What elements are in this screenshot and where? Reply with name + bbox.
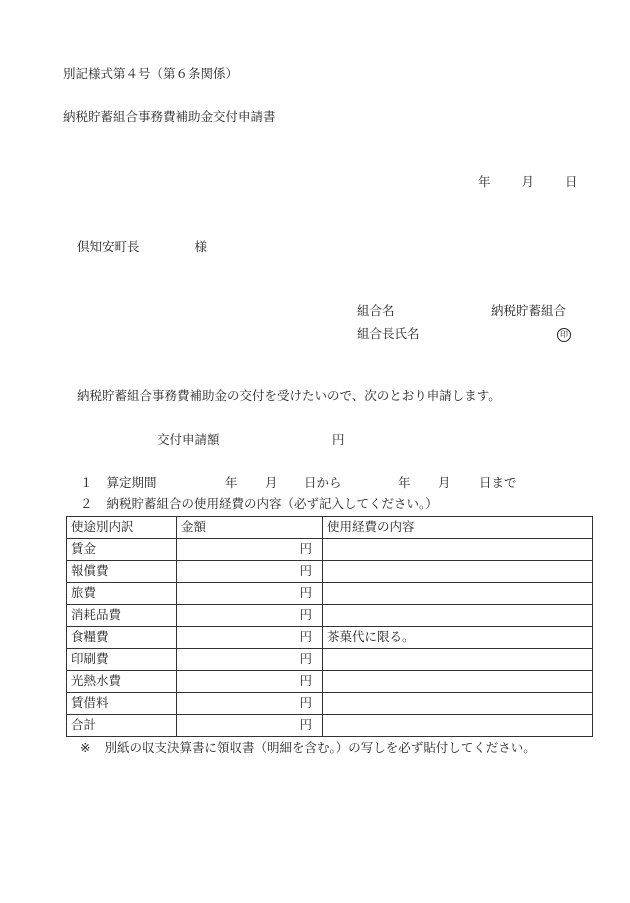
table-header-row <box>67 517 593 539</box>
period-label: 算定期間 <box>106 475 157 490</box>
table-row <box>67 627 593 649</box>
row-content <box>323 539 593 561</box>
table-row <box>67 649 593 671</box>
table-row <box>67 561 593 583</box>
form-id: 別記様式第４号（第６条関係） <box>63 66 239 81</box>
row-category: 光熱水費 <box>67 671 177 693</box>
row-content <box>323 715 593 737</box>
table-row <box>67 539 593 561</box>
date-month: 月 <box>521 174 535 189</box>
row-content <box>323 583 593 605</box>
header-content: 使用経費の内容 <box>323 517 593 539</box>
addressee <box>77 241 207 254</box>
row-content <box>323 649 593 671</box>
expense-heading <box>80 498 438 511</box>
expense-table-body <box>67 517 593 737</box>
table-row <box>67 583 593 605</box>
footnote-mark: ※ <box>80 740 91 755</box>
document-title: 納税貯蓄組合事務費補助金交付申請書 <box>63 109 276 124</box>
addressee-name: 倶知安町長 <box>77 239 140 254</box>
date-line <box>478 176 578 189</box>
requested-amount-unit: 円 <box>332 432 345 447</box>
row-category: 旅費 <box>67 583 177 605</box>
row-content: 茶菓代に限る。 <box>323 627 593 649</box>
expense-label: 納税貯蓄組合の使用経費の内容（必ず記入してください。） <box>106 496 438 511</box>
org-name-label: 組合名 <box>357 303 395 318</box>
head-name-label: 組合長氏名 <box>357 326 420 341</box>
period-from-year: 年 <box>225 475 238 490</box>
row-category: 合計 <box>67 715 177 737</box>
row-content <box>323 671 593 693</box>
row-category: 印刷費 <box>67 649 177 671</box>
row-category: 賃借料 <box>67 693 177 715</box>
table-row <box>67 605 593 627</box>
application-statement: 納税貯蓄組合事務費補助金の交付を受けたいので、次のとおり申請します。 <box>77 388 501 403</box>
row-content <box>323 605 593 627</box>
row-amount: 円 <box>177 583 323 605</box>
table-row <box>67 693 593 715</box>
row-category: 消耗品費 <box>67 605 177 627</box>
seal-icon: 印 <box>557 328 571 342</box>
expense-table <box>66 516 593 737</box>
row-amount: 円 <box>177 561 323 583</box>
period-line <box>80 477 157 490</box>
row-content <box>323 693 593 715</box>
row-amount: 円 <box>177 715 323 737</box>
row-amount: 円 <box>177 649 323 671</box>
period-to-year: 年 <box>398 475 411 490</box>
row-category: 食糧費 <box>67 627 177 649</box>
row-category: 報償費 <box>67 561 177 583</box>
row-amount: 円 <box>177 627 323 649</box>
footnote <box>80 742 536 755</box>
row-amount: 円 <box>177 671 323 693</box>
seal-mark <box>557 327 571 342</box>
row-content <box>323 561 593 583</box>
addressee-honorific: 様 <box>194 239 208 254</box>
header-amount: 金額 <box>177 517 323 539</box>
table-row <box>67 715 593 737</box>
requested-amount-label: 交付申請額 <box>157 432 220 447</box>
period-to-day: 日まで <box>479 475 517 490</box>
period-from-month: 月 <box>265 475 278 490</box>
period-from-day: 日から <box>304 475 342 490</box>
row-amount: 円 <box>177 539 323 561</box>
period-number: １ <box>80 475 93 490</box>
footnote-text: 別紙の収支決算書に領収書（明細を含む。）の写しを必ず貼付してください。 <box>104 740 536 755</box>
header-category: 使途別内訳 <box>67 517 177 539</box>
row-amount: 円 <box>177 693 323 715</box>
date-year: 年 <box>478 174 491 189</box>
date-day: 日 <box>565 174 578 189</box>
period-to-month: 月 <box>438 475 451 490</box>
row-amount: 円 <box>177 605 323 627</box>
org-name-value: 納税貯蓄組合 <box>491 303 567 318</box>
table-row <box>67 671 593 693</box>
row-category: 賃金 <box>67 539 177 561</box>
expense-number: ２ <box>80 496 93 511</box>
